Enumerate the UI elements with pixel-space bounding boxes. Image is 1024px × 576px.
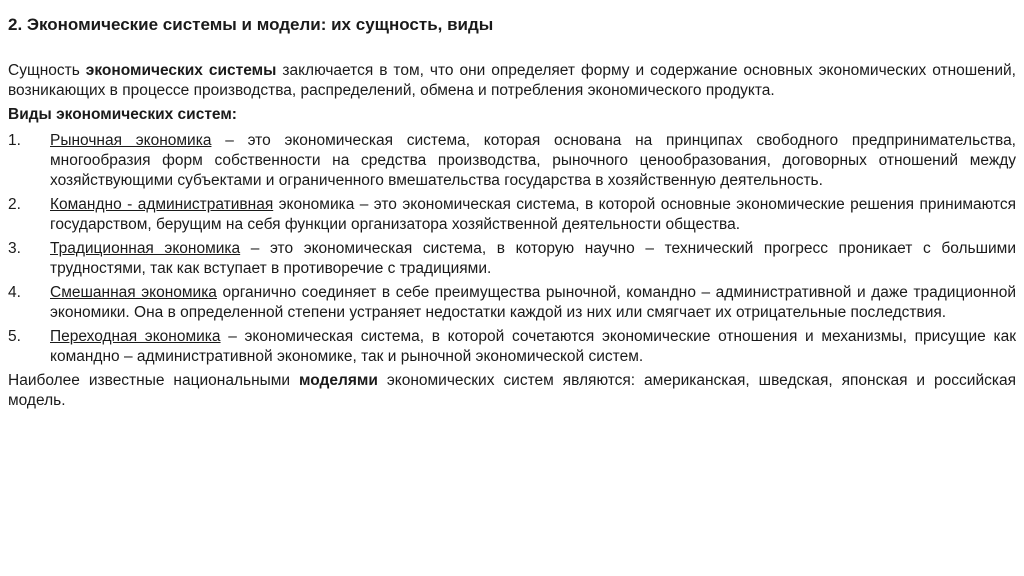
list-item-body xyxy=(50,239,1016,279)
list-item-body xyxy=(50,131,1016,191)
list-item-body xyxy=(50,327,1016,367)
list-item-number: 2. xyxy=(8,196,21,213)
list-item-text: экономика – это экономическая система, в которой основные экономические решения принимаются государством, берущим на себя функции организатора хозяйственной деятельности общества. xyxy=(50,196,1016,233)
list-item xyxy=(8,131,1016,191)
list-item-term: Смешанная экономика xyxy=(50,284,217,301)
types-heading: Виды экономических систем: xyxy=(8,106,237,123)
list-item-body xyxy=(50,283,1016,323)
list-item-number: 5. xyxy=(8,328,21,345)
list-item-text: органично соединяет в себе преимущества рыночной, командно – административной и даже традиционной экономики. Она в определенной степени устраняет недостатки каждой из них или смягчает их отрицательные последствия. xyxy=(50,284,1016,321)
page-title: 2. Экономические системы и модели: их сущность, виды xyxy=(8,15,494,34)
list-item-term: Переходная экономика xyxy=(50,328,221,345)
closing-text-end: экономических систем являются: американская, шведская, японская и российская модель. xyxy=(8,372,1016,409)
closing-paragraph xyxy=(8,371,1016,411)
list-item-number: 1. xyxy=(8,132,21,149)
list-item xyxy=(8,327,1016,367)
list-item-number: 4. xyxy=(8,284,21,301)
intro-paragraph xyxy=(8,61,1016,101)
list-item-body xyxy=(50,195,1016,235)
list-item-term: Традиционная экономика xyxy=(50,240,241,257)
list-item-text: – экономическая система, в которой сочетаются экономические отношения и механизмы, присущие как командно – административной экономике, так и рыночной экономической систем. xyxy=(50,328,1017,365)
list-item-text: – это экономическая система, в которую научно – технический прогресс проникает с большими трудностями, так как вступает в противоречие с традициями. xyxy=(50,240,1016,277)
intro-bold-term: экономических системы xyxy=(85,62,277,79)
closing-text-start: Наиболее известные национальными xyxy=(8,372,300,389)
list-item-term: Рыночная экономика xyxy=(50,132,212,149)
closing-bold-term: моделями xyxy=(299,372,378,389)
list-item xyxy=(8,195,1016,235)
list-item xyxy=(8,239,1016,279)
economy-types-list xyxy=(8,131,1016,367)
intro-text-end: заключается в том, что они определяет форму и содержание основных экономических отношений, возникающих в процессе производства, распределений, обмена и потребления экономического продукта. xyxy=(8,62,1016,99)
list-item-term: Командно - административная xyxy=(50,196,274,213)
intro-text-start: Сущность xyxy=(8,62,86,79)
slide xyxy=(8,14,1016,415)
list-item xyxy=(8,283,1016,323)
list-item-number: 3. xyxy=(8,240,21,257)
list-item-text: – это экономическая система, которая основана на принципах свободного предпринимательства, многообразия форм собственности на средства производства, рыночного ценообразования, договорных отношений между хозяйствующими субъектами и ограниченного вмешательства государства в хозяйственную деятельность. xyxy=(50,132,1016,189)
